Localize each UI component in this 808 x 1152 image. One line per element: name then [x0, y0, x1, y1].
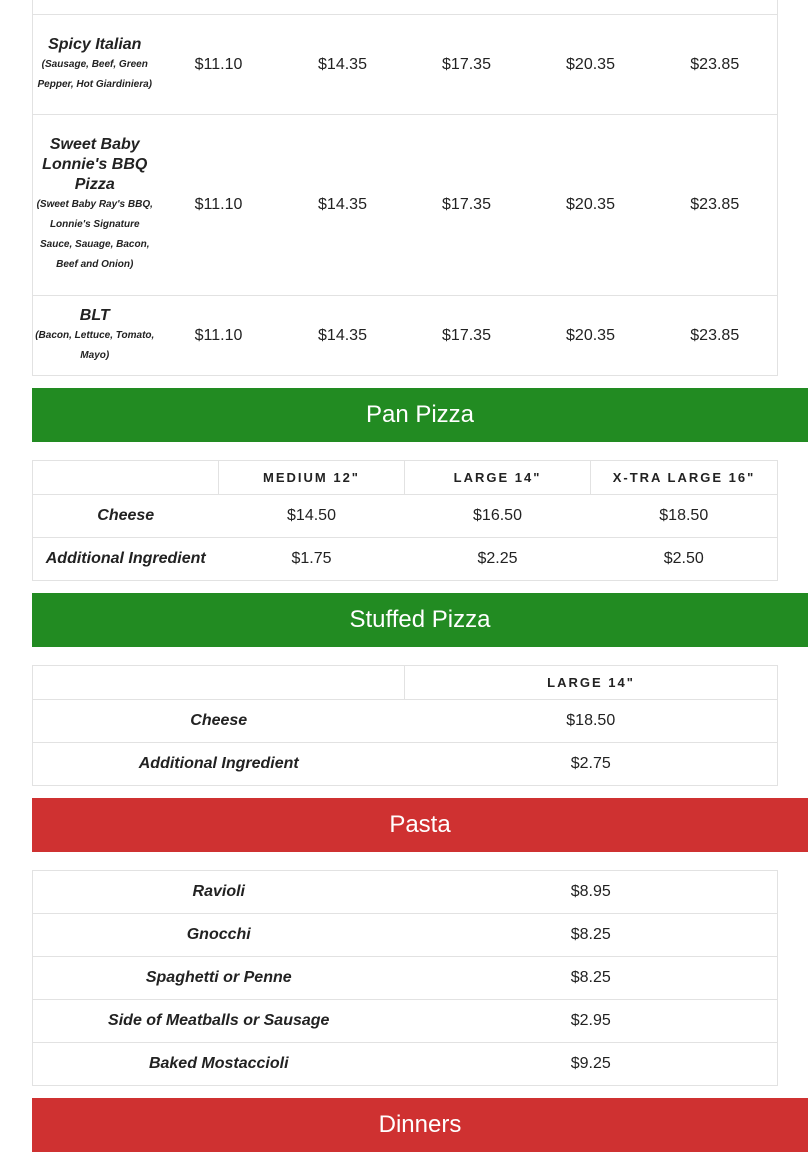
item-cell: [33, 296, 157, 376]
price-cell: $23.85: [653, 296, 778, 376]
column-header: LARGE 14": [405, 461, 591, 495]
price-cell: $8.25: [405, 914, 778, 957]
item-label: Gnocchi: [33, 914, 405, 957]
item-label: Baked Mostaccioli: [33, 1043, 405, 1086]
price-cell: $1.75: [219, 538, 405, 581]
stuffed-pizza-banner: Stuffed Pizza: [32, 593, 808, 647]
price-cell: $2.95: [405, 1000, 778, 1043]
price-cell: $18.50: [405, 700, 778, 743]
menu-page: [32, 0, 808, 1152]
column-header: [33, 461, 219, 495]
table-row: [33, 0, 778, 15]
price-cell: $17.35: [405, 296, 529, 376]
item-label: Additional Ingredient: [33, 538, 219, 581]
table-row: [33, 871, 778, 914]
price-cell: $8.25: [405, 957, 778, 1000]
pasta-table: [32, 870, 778, 1086]
specialty-pizza-table: [32, 0, 778, 376]
table-row: [33, 743, 778, 786]
table-row: [33, 914, 778, 957]
price-cell: $17.35: [405, 15, 529, 115]
price-cell: $20.35: [529, 296, 653, 376]
table-row: [33, 296, 778, 376]
item-name: BLT: [79, 306, 110, 324]
price-cell: $16.50: [405, 495, 591, 538]
table-header-row: [33, 666, 778, 700]
table-row: [33, 1000, 778, 1043]
price-cell: $14.50: [219, 495, 405, 538]
price-cell: $2.75: [405, 743, 778, 786]
item-name: Sweet Baby Lonnie's BBQ Pizza: [42, 136, 148, 193]
column-header: [33, 666, 405, 700]
table-row: [33, 495, 778, 538]
price-cell: $23.85: [653, 115, 778, 296]
price-cell: $11.10: [157, 115, 281, 296]
item-label: Cheese: [33, 495, 219, 538]
item-description: (Bacon, Lettuce, Tomato, Mayo): [35, 329, 155, 361]
price-cell: $2.25: [405, 538, 591, 581]
price-cell: $20.35: [529, 15, 653, 115]
column-header: MEDIUM 12": [219, 461, 405, 495]
price-cell: $2.50: [591, 538, 778, 581]
item-name: Spicy Italian: [48, 35, 142, 53]
item-description: (Sweet Baby Ray's BBQ, Lonnie's Signature Sauce, Sauage, Bacon, Beef and Onion): [36, 199, 153, 270]
item-cell: [33, 15, 157, 115]
pan-pizza-table: [32, 460, 778, 581]
table-row: [33, 700, 778, 743]
table-row: [33, 538, 778, 581]
item-label: Spaghetti or Penne: [33, 957, 405, 1000]
table-header-row: [33, 461, 778, 495]
price-cell: $14.35: [281, 15, 405, 115]
price-cell: $17.35: [405, 115, 529, 296]
price-cell: $9.25: [405, 1043, 778, 1086]
item-label: Side of Meatballs or Sausage: [33, 1000, 405, 1043]
dinners-banner: Dinners: [32, 1098, 808, 1152]
price-cell: $14.35: [281, 296, 405, 376]
price-cell: $20.35: [529, 115, 653, 296]
column-header: X-TRA LARGE 16": [591, 461, 778, 495]
price-cell: $14.35: [281, 115, 405, 296]
item-label: Additional Ingredient: [33, 743, 405, 786]
stuffed-pizza-table: [32, 665, 778, 786]
pan-pizza-banner: Pan Pizza: [32, 388, 808, 442]
item-label: Ravioli: [33, 871, 405, 914]
table-row: [33, 957, 778, 1000]
price-cell: $18.50: [591, 495, 778, 538]
price-cell: $23.85: [653, 15, 778, 115]
item-description: (Sausage, Beef, Green Pepper, Hot Giardiniera): [37, 58, 152, 90]
item-label: Cheese: [33, 700, 405, 743]
item-cell: [33, 115, 157, 296]
column-header: LARGE 14": [405, 666, 778, 700]
table-row: [33, 115, 778, 296]
item-cell: [33, 0, 157, 15]
price-cell: $11.10: [157, 15, 281, 115]
table-row: [33, 15, 778, 115]
price-cell: $8.95: [405, 871, 778, 914]
price-cell: $11.10: [157, 296, 281, 376]
pasta-banner: Pasta: [32, 798, 808, 852]
table-row: [33, 1043, 778, 1086]
